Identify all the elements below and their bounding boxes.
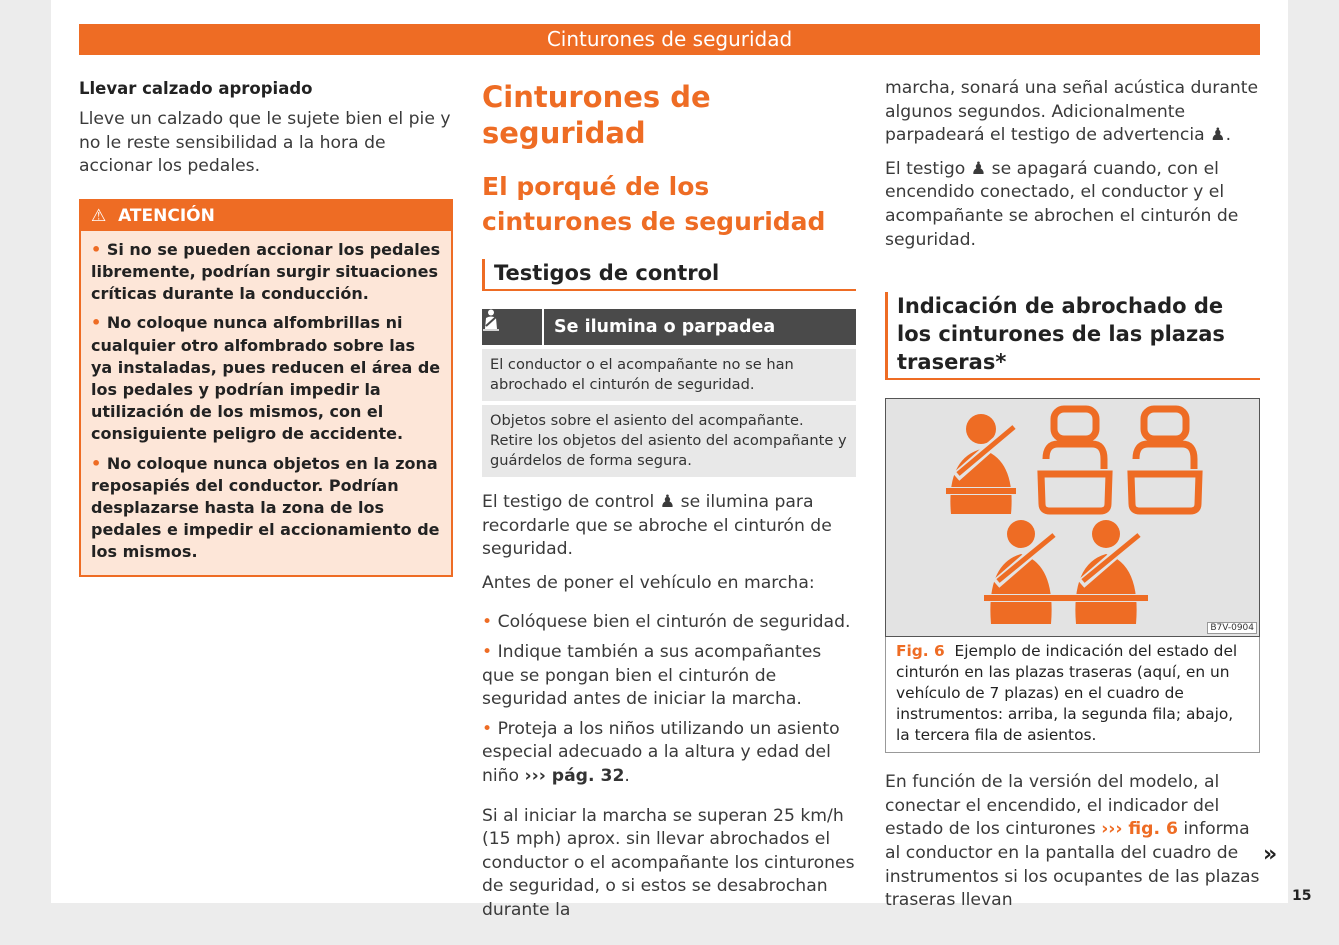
list-item: • Colóquese bien el cinturón de seguridad. bbox=[482, 612, 851, 633]
bullet-icon: • bbox=[91, 239, 102, 259]
occupied-seat-icon bbox=[946, 414, 1016, 514]
empty-seat-icon bbox=[1131, 409, 1199, 511]
occupied-seat-icon bbox=[984, 520, 1066, 624]
warning-title: ATENCIÓN bbox=[118, 205, 215, 226]
warning-item: • No coloque nunca objetos en la zona reposapiés del conductor. Podrían desplazarse hasta la zona de los pedales e impedir el accionamiento de los mismos. bbox=[91, 453, 440, 562]
column-left bbox=[79, 75, 453, 577]
section-subtitle: El porqué de los cinturones de seguridad bbox=[482, 172, 826, 236]
column-right bbox=[885, 77, 1260, 923]
paragraph-calzado: Lleve un calzado que le sujete bien el pie y no le reste sensibilidad a la hora de accionar los pedales. bbox=[79, 109, 451, 177]
page-number: 15 bbox=[1292, 888, 1312, 904]
subsection-testigos: Testigos de control bbox=[482, 259, 856, 291]
page-reference-link[interactable]: ››› pág. 32 bbox=[524, 765, 625, 786]
paragraph-antes: Antes de poner el vehículo en marcha: bbox=[482, 572, 815, 593]
bullet-icon: • bbox=[91, 313, 102, 333]
occupied-seat-icon bbox=[1061, 520, 1148, 624]
figure-label: Fig. 6 bbox=[896, 642, 945, 661]
paragraph-apagara: El testigo ♟ se apagará cuando, con el encendido conectado, el conductor y el acompañante se abrochen el cinturón de seguridad. bbox=[885, 158, 1239, 250]
section-title: Cinturones de seguridad bbox=[482, 80, 711, 150]
column-middle bbox=[482, 75, 856, 933]
seatbelt-icon: ♟ bbox=[1210, 125, 1226, 146]
empty-seat-icon bbox=[1041, 409, 1109, 511]
seat-status-illustration bbox=[886, 399, 1259, 636]
continue-mark: » bbox=[1263, 842, 1278, 867]
figure-seatbelt-status bbox=[885, 398, 1260, 637]
warning-item: • No coloque nunca alfombrillas ni cualquier otro alfombrado sobre las ya instaladas, pues reducen el área de los pedales y podrían impedir la utilización de los mismos, con el consiguiente peligro de accidente. bbox=[91, 313, 441, 444]
paragraph-velocidad: Si al iniciar la marcha se superan 25 km/h (15 mph) aprox. sin llevar abrochados el conductor o el acompañante los cinturones de seguridad, o si estos se desabrochan durante la bbox=[482, 805, 855, 920]
warning-item: • Si no se pueden accionar los pedales libremente, podrían surgir situaciones críticas durante la conducción. bbox=[91, 239, 441, 304]
indicator-table-row: Objetos sobre el asiento del acompañante. Retire los objetos del asiento del acompañante y guárdelos de forma segura. bbox=[482, 405, 856, 477]
indicator-table-title: Se ilumina o parpadea bbox=[554, 317, 776, 337]
bullet-icon: • bbox=[482, 612, 493, 633]
paragraph-testigo: El testigo de control ♟ se ilumina para recordarle que se abroche el cinturón de seguridad. bbox=[482, 492, 832, 560]
subsection-indicacion: Indicación de abrochado de los cinturones de las plazas traseras* bbox=[885, 292, 1260, 380]
bullet-icon: • bbox=[482, 641, 493, 662]
subheading-calzado: Llevar calzado apropiado bbox=[79, 79, 313, 98]
indicator-table-header bbox=[482, 309, 856, 345]
warning-header bbox=[81, 201, 451, 231]
warning-body bbox=[81, 231, 451, 575]
bullet-icon: • bbox=[482, 718, 493, 739]
warning-box bbox=[79, 199, 453, 577]
seatbelt-icon: ♟ bbox=[659, 492, 676, 512]
warning-triangle-icon: ⚠ bbox=[91, 205, 107, 226]
list-item: • Proteja a los niños utilizando un asiento especial adecuado a la altura y edad del niño ››› pág. 32. bbox=[482, 718, 840, 786]
list-item: • Indique también a sus acompañantes que se pongan bien el cinturón de seguridad antes de iniciar la marcha. bbox=[482, 641, 822, 710]
indicator-table-row: El conductor o el acompañante no se han abrochado el cinturón de seguridad. bbox=[482, 349, 856, 401]
figure-code: B7V-0904 bbox=[1207, 622, 1257, 634]
bullet-icon: • bbox=[91, 453, 102, 473]
chapter-header: Cinturones de seguridad bbox=[79, 24, 1260, 55]
figure-caption: Fig. 6 Ejemplo de indicación del estado del cinturón en las plazas traseras (aquí, en un vehículo de 7 plazas) en el cuadro de instrumentos: arriba, la segunda fila; abajo, la tercera fila de asientos. bbox=[885, 637, 1260, 753]
seatbelt-icon bbox=[482, 309, 544, 345]
seatbelt-icon: ♟ bbox=[970, 158, 987, 179]
figure-reference-link[interactable]: ››› fig. 6 bbox=[1101, 819, 1178, 840]
paragraph-indicador: En función de la versión del modelo, al conectar el encendido, el indicador del estado de los cinturones ››› fig. 6 informa al conductor en la pantalla del cuadro de instrumentos si los ocupantes de las plazas traseras llevan bbox=[885, 772, 1260, 911]
paragraph-marcha: marcha, sonará una señal acústica durante algunos segundos. Adicionalmente parpadeará el testigo de advertencia ♟. bbox=[885, 78, 1259, 146]
